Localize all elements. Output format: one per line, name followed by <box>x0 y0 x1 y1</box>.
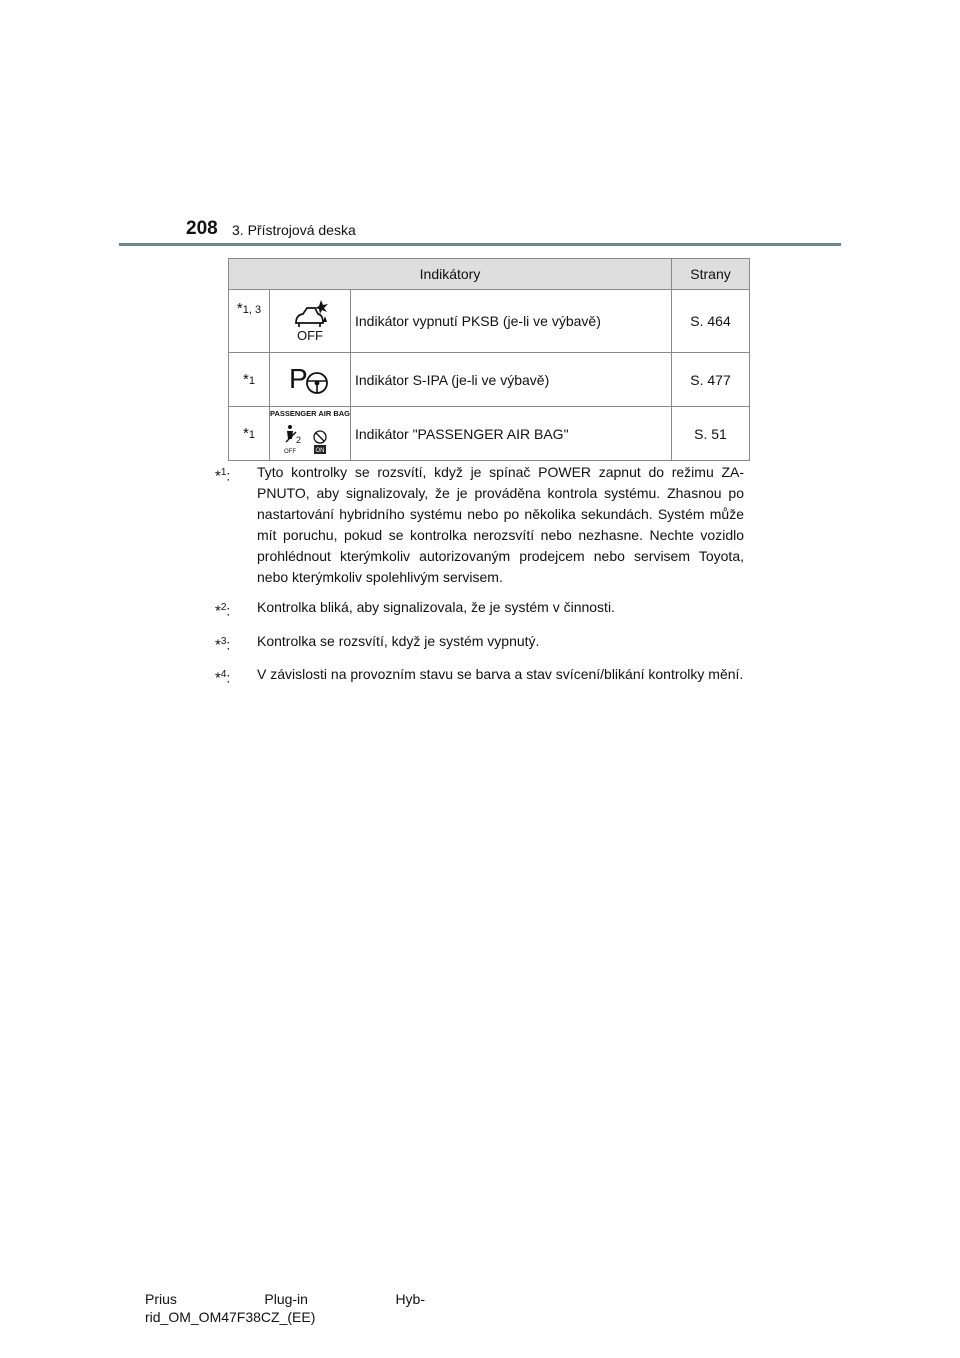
table-header-row <box>229 259 750 290</box>
svg-text:OFF: OFF <box>297 327 323 342</box>
note-ref: *1 <box>229 407 270 461</box>
svg-text:P: P <box>289 363 308 394</box>
indicator-label: Indikátor vypnutí PKSB (je-li ve výbavě) <box>351 290 672 353</box>
header-rule <box>119 243 841 246</box>
footnote-4 <box>215 664 744 689</box>
document-footer <box>145 1290 425 1326</box>
table-row <box>229 407 750 461</box>
footer-word: Plug-in <box>264 1291 308 1307</box>
table-row <box>229 353 750 407</box>
footnote-text: Tyto kontrolky se rozsvítí, když je spínač POWER zapnut do režimu ZA-PNUTO, aby signalizovaly, že je prováděna kontrola systému. Zhasnou po nastartování hybridního systému nebo po několika sekundách. Systém může mít poruchu, pokud se kontrolka nerozsvítí nebo nezhasne. Nechte vozidlo prohlédnout kterýmkoliv autorizovaným prodejcem nebo servisem Toyota, nebo kterýmkoliv spolehlivým servisem. <box>257 464 744 585</box>
indicator-label: Indikátor S-IPA (je-li ve výbavě) <box>351 353 672 407</box>
s-ipa-icon <box>270 353 351 407</box>
footnote-text: V závislosti na provozním stavu se barva a stav svícení/blikání kontrolky mění. <box>257 666 744 683</box>
footer-word: Prius <box>145 1291 177 1307</box>
chapter-title: 3. Přístrojová deska <box>232 222 356 238</box>
footnote-text: Kontrolka bliká, aby signalizovala, že je systém v činnosti. <box>257 599 615 615</box>
pksb-off-icon <box>270 290 351 353</box>
footnote-mark: *$^1$: <box>215 467 231 485</box>
footer-word: Hyb- <box>395 1291 425 1307</box>
footer-line-1 <box>145 1290 425 1308</box>
passenger-airbag-icon <box>270 407 351 461</box>
column-header-pages: Strany <box>672 259 750 290</box>
footnote-mark: *$^3$: <box>215 635 231 654</box>
footnote-2 <box>215 597 744 622</box>
footer-line-2: rid_OM_OM47F38CZ_(EE) <box>145 1309 316 1325</box>
footnote-mark: *$^4$: <box>215 669 231 687</box>
indicator-label: Indikátor "PASSENGER AIR BAG" <box>351 407 672 461</box>
svg-text:OFF: OFF <box>284 449 296 455</box>
footnote-text: Kontrolka se rozsvítí, když je systém vypnutý. <box>257 632 540 649</box>
column-header-indicators: Indikátory <box>229 259 672 290</box>
footnotes <box>215 462 744 698</box>
table-row <box>229 290 750 353</box>
indicator-table <box>228 258 750 461</box>
svg-text:PASSENGER AIR BAG: PASSENGER AIR BAG <box>270 409 350 418</box>
page-ref: S. 464 <box>672 290 750 353</box>
footnote-mark: *$^2$: <box>215 602 231 620</box>
footnote-3 <box>215 631 744 656</box>
page-ref: S. 51 <box>672 407 750 461</box>
page-number: 208 <box>186 218 218 239</box>
page-ref: S. 477 <box>672 353 750 407</box>
footnote-1 <box>215 462 744 588</box>
note-ref: *1 <box>229 353 270 407</box>
note-ref: *1, 3 <box>229 290 270 353</box>
svg-text:2: 2 <box>296 435 302 445</box>
svg-text:ON: ON <box>315 448 325 454</box>
